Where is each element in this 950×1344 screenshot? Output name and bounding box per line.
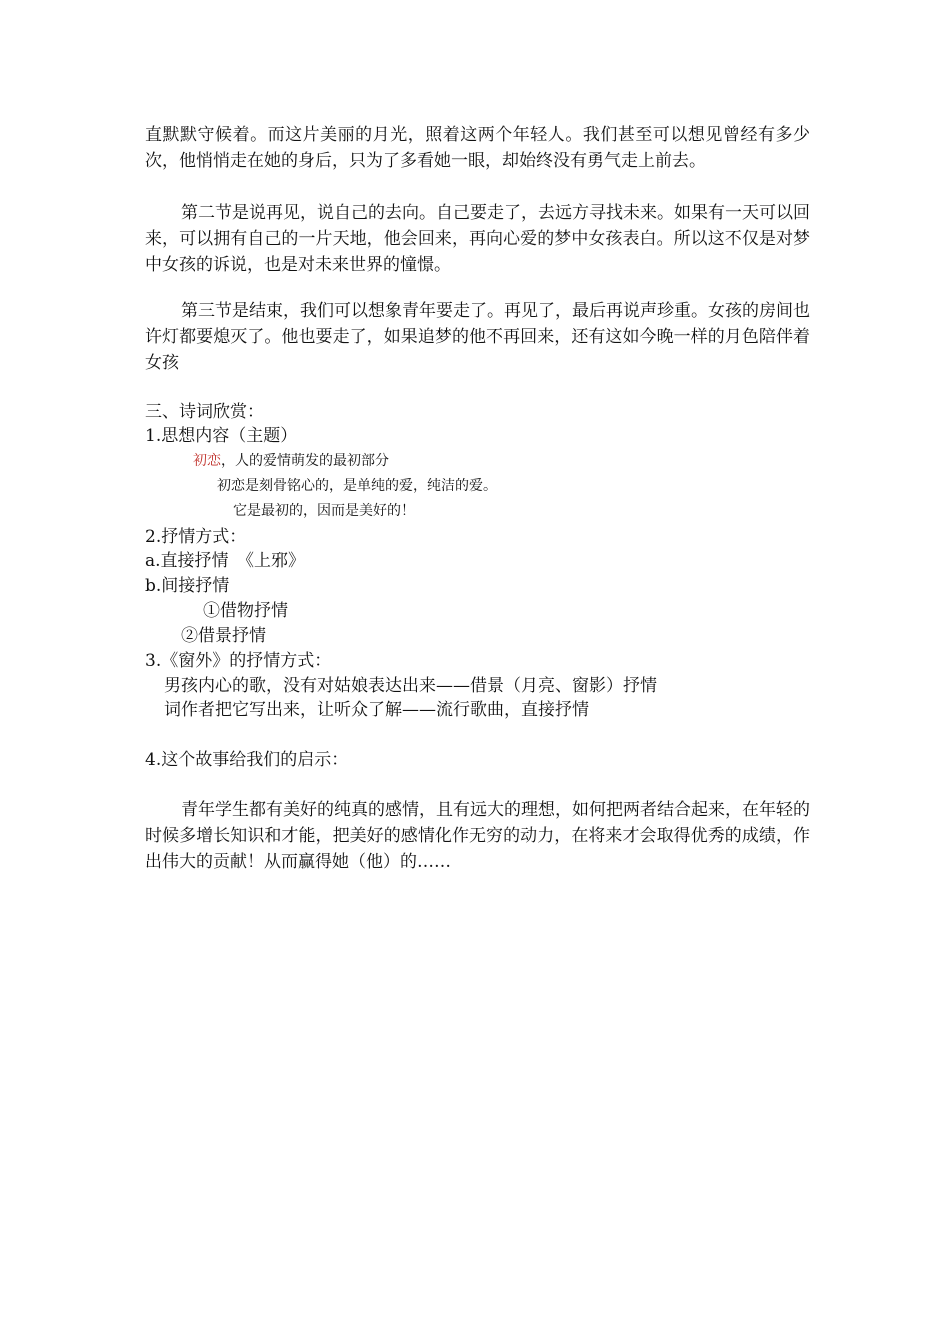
item3-line2: 词作者把它写出来，让听众了解——流行歌曲，直接抒情 (164, 700, 589, 720)
section2-paragraph: 第二节是说再见，说自己的去向。自己要走了，去远方寻找未来。如果有一天可以回来，可以拥有自己的一片天地，他会回来，再向心爱的梦中女孩表白。所以这不仅是对梦中女孩的诉说，也是对未来世界的憧憬。 (145, 203, 810, 275)
item1-line3: 它是最初的，因而是美好的！ (233, 503, 415, 519)
item1-line2: 初恋是刻骨铭心的，是单纯的爱，纯洁的爱。 (217, 478, 497, 494)
item2-direct: a.直接抒情 《上邪》 (145, 551, 306, 571)
item4-title: 4.这个故事给我们的启示： (145, 750, 349, 770)
intro-paragraph: 直默默守候着。而这片美丽的月光，照着这两个年轻人。我们甚至可以想见曾经有多少次，他悄悄走在她的身后，只为了多看她一眼，却始终没有勇气走上前去。 (145, 125, 810, 171)
item2-indirect-scene: ②借景抒情 (181, 626, 266, 646)
item1-title: 1.思想内容（主题） (145, 426, 298, 446)
conclusion-paragraph: 青年学生都有美好的纯真的感情，且有远大的理想，如何把两者结合起来，在年轻的时候多增长知识和才能，把美好的感情化作无穷的动力，在将来才会取得优秀的成绩，作出伟大的贡献！从而赢得她（他）的…… (145, 800, 810, 872)
first-love-keyword: 初恋 (193, 453, 221, 469)
item1-line1-text: ，人的爱情萌发的最初部分 (221, 453, 389, 469)
item3-line1: 男孩内心的歌，没有对姑娘表达出来——借景（月亮、窗影）抒情 (164, 676, 657, 696)
item2-title: 2.抒情方式： (145, 527, 247, 547)
item2-indirect-object: ①借物抒情 (203, 601, 288, 621)
appreciation-heading: 三、诗词欣赏： (145, 402, 264, 422)
item1-line1 (193, 451, 389, 471)
section3-paragraph: 第三节是结束，我们可以想象青年要走了。再见了，最后再说声珍重。女孩的房间也许灯都要熄灭了。他也要走了，如果追梦的他不再回来，还有这如今晚一样的月色陪伴着女孩 (145, 301, 810, 373)
item2-indirect: b.间接抒情 (145, 576, 230, 596)
item3-title: 3.《窗外》的抒情方式： (145, 651, 332, 671)
